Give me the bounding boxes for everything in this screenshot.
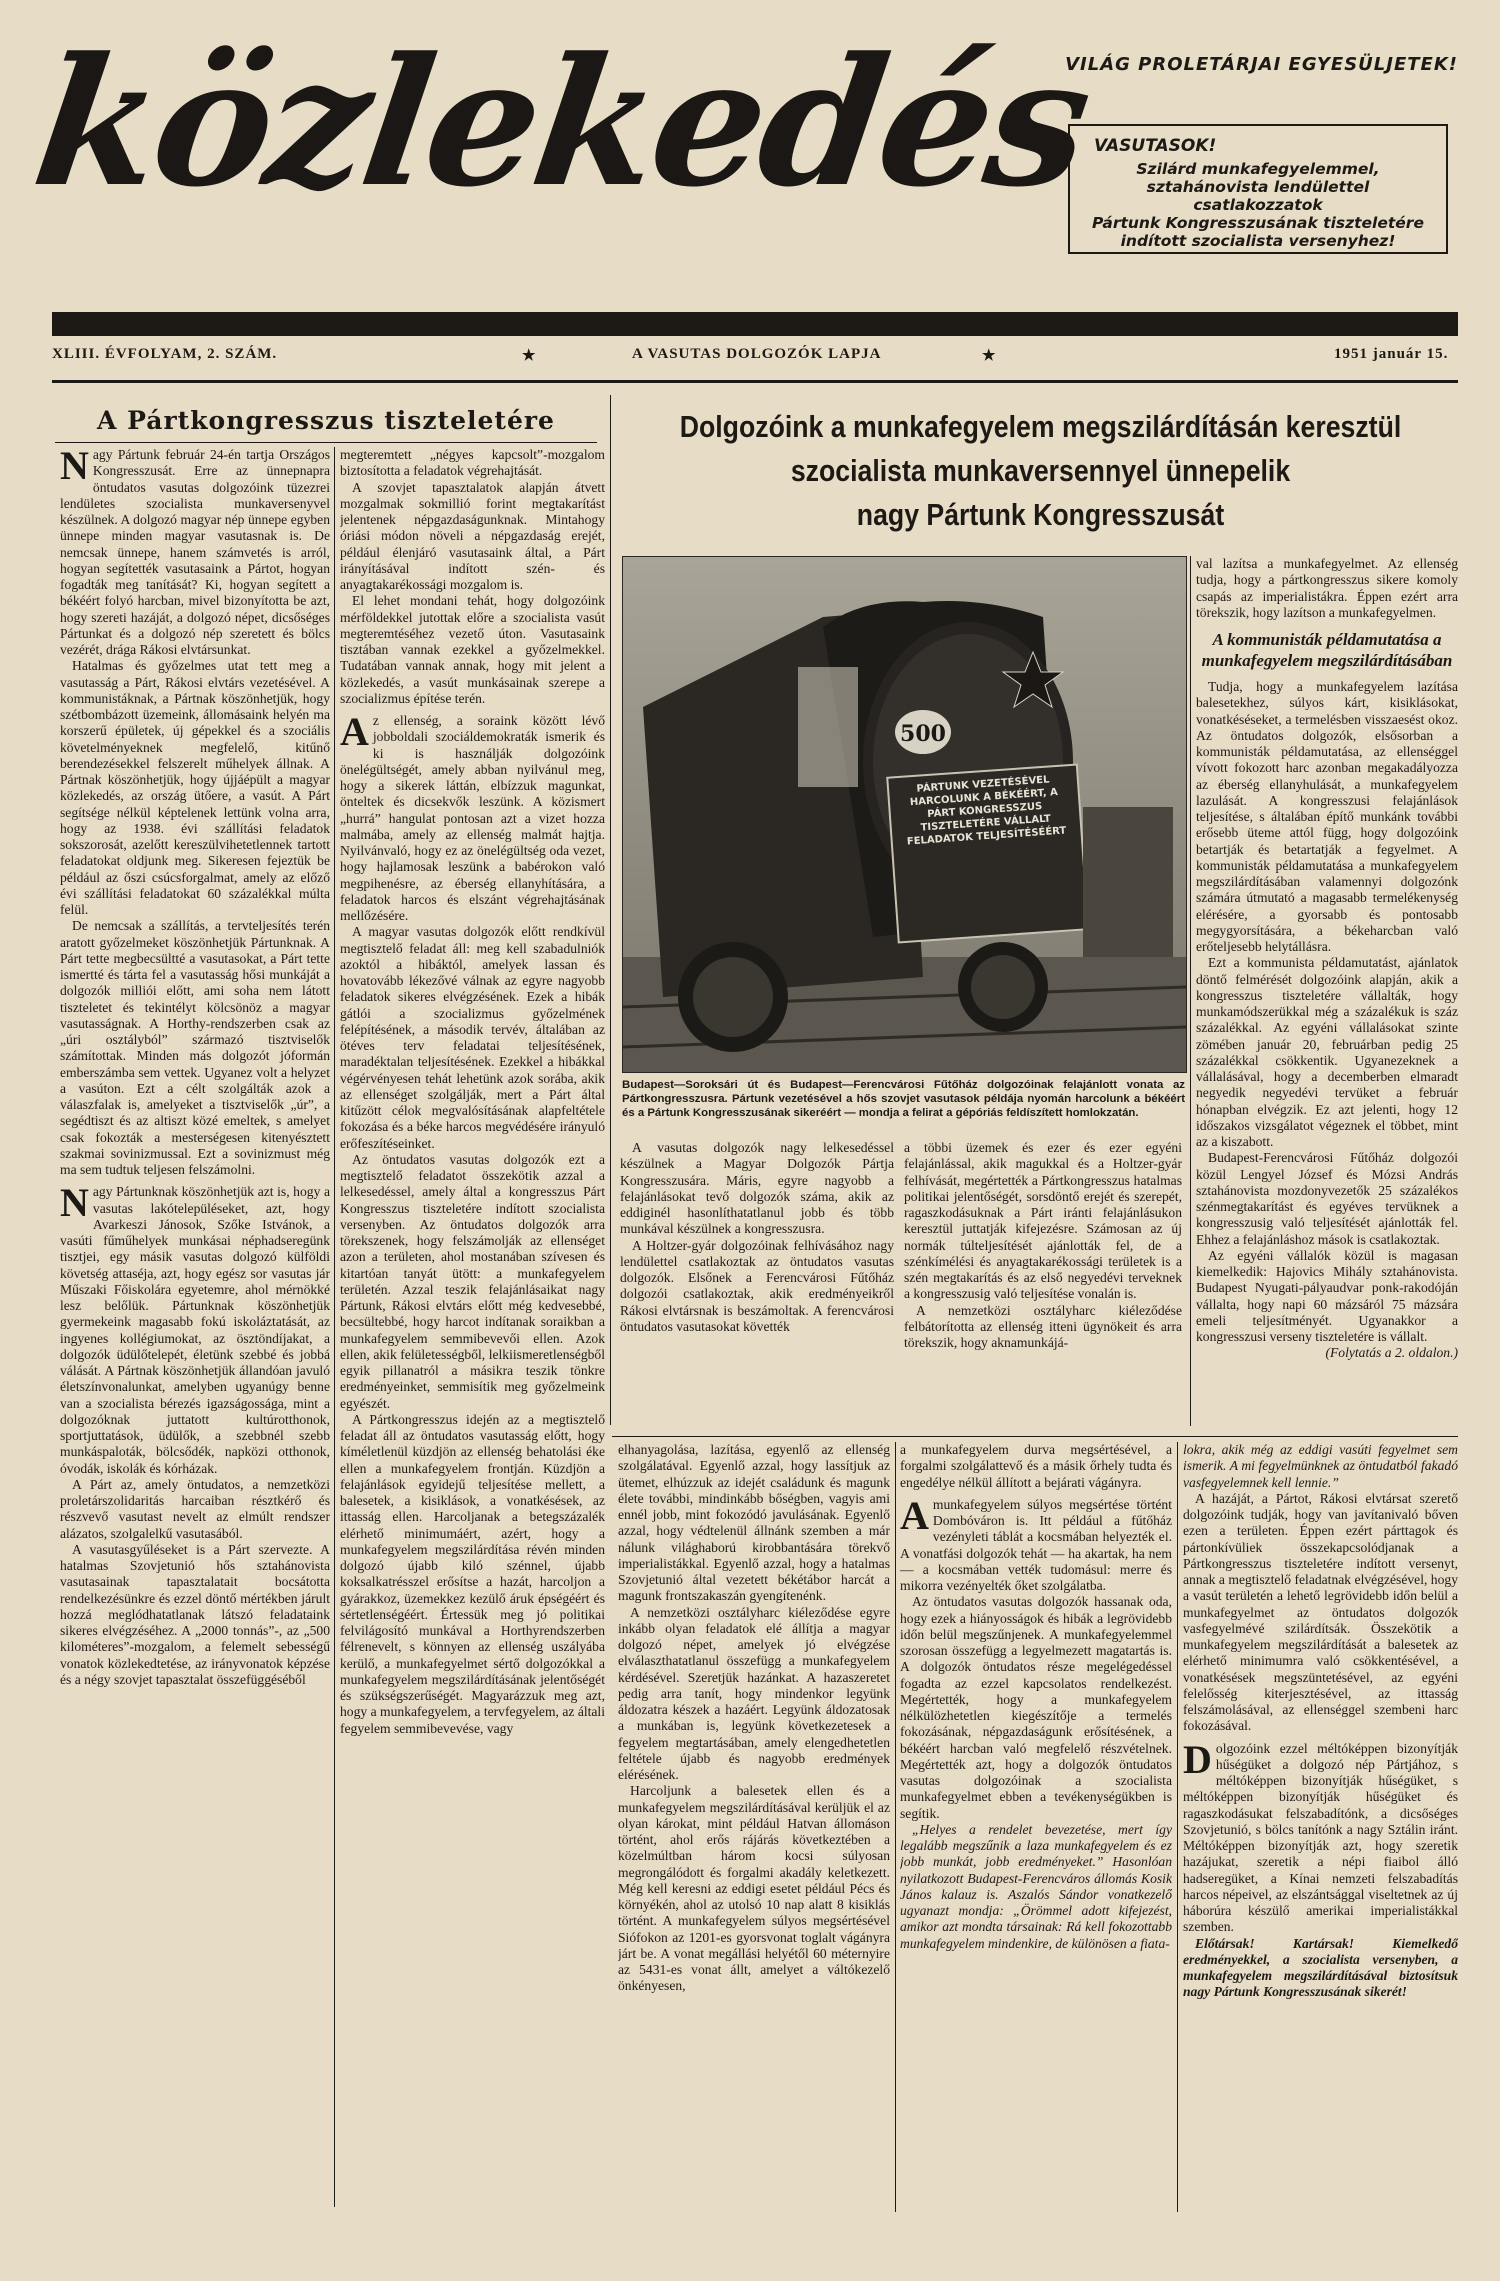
- la-c2-p5: A magyar vasutas dolgozók előtt rendkívül megtisztelő feladat áll: meg kell szabadulniók azoktól a hibáktól, amelyek lassan és hovatovább lékezővé válnak az egyre nagyobb feladatok sikeres elvégzésének. Ezek a hibák gátlói a szocializmus győzelmének felépítésének, a második tervév, általában az ötéves terv feladatai teljesítésének, maradéktalan teljesítésének. Ezekkel a hibákkal végérvényesen tehát lehetünk azok sorába, akik az ellenséget szolgálják, mert a Párt által kitűzött célok megvalósításának alapfeltétele fokozása és a béke harcos megvédésére irányuló erőfeszítéseinket.: [340, 924, 605, 1151]
- la-c2-p1: megteremtett „négyes kapcsolt”-mozgalom biztosította a feladatok végrehajtását.: [340, 447, 605, 479]
- main-col-3: [1196, 556, 1458, 1426]
- masthead-title: közlekedés: [23, 19, 1099, 226]
- photo-banner: PÁRTUNK VEZETÉSÉVEL HARCOLUNK A BÉKÉÉRT, A PÁRT KONGRESSZUS TISZTELETÉRE VÁLLALT FELADATOK TELJESÍTÉSÉÉRT: [906, 774, 1067, 848]
- dropcap-a2: A: [900, 1492, 929, 1538]
- locomotive-photo: [622, 556, 1187, 1073]
- dateline-rule: [52, 380, 1458, 383]
- star-right: ★: [982, 348, 997, 364]
- star-left: ★: [522, 348, 537, 364]
- ma-c3-p3: Ezt a kommunista példamutatást, ajánlatok döntő felmérését dolgozóink alapján, akik a kongresszus tiszteletére vállalták, hogy munkamódszerükkal még a százalékuk is száz százalékkal. Az egyéni vállalásokat szinte zömében január 20, februárban pedig 25 százalékkal csökkentik. Ugyanezeknek a vállalásával, hogy a decemberben elmaradt negyedik negyedévi tervüket a február hónapban elvégzik. Ez azt jelenti, hogy 12 időszakos vizsgálatot végeznek el többet, mint az a kiszabott.: [1196, 955, 1458, 1149]
- lower-rule: [612, 1436, 1458, 1437]
- photo-plate: 500: [900, 721, 946, 747]
- la-c2-p3: El lehet mondani tehát, hogy dolgozóink mérföldekkel jutottak előre a szocialista vasút megteremtéséhez vezető úton. Vasutasaink tisztában vannak ezekkel a győzelmekkel. Tudatában vannak annak, hogy mit jelent a közlekedés, a vasút munkásainak szerepe a szocializmus építése terén.: [340, 593, 605, 706]
- lower-divider-1: [895, 1442, 896, 2212]
- left-title-rule: [55, 442, 597, 443]
- main-headline-3: nagy Pártunk Kongresszusát: [856, 497, 1225, 532]
- lower-divider-2: [1177, 1442, 1178, 2212]
- la-c2-p7: A Pártkongresszus idején az a megtisztelő feladat áll az öntudatos vasutasság előtt, hogy kíméletlenül küzdjön az ellenség behatolási éke ellen a munkafegyelem frontján. Küzdjön a felajánlások egyidejű teljesítése mellett, a balesetek, a kisiklások, a vonatkésések, az ittasság ellen. Harcoljanak a betegszázalék elérhető minimumáért, azért, hogy a munkafegyelem megszilárdítása révén minden dolgozó újabb kiló szénnel, újabb koksalkatrésszel erősítse a hazát, harcoljon a gyárakkoz, üzemekkez kezülő áruk épségéért és sértetlenségéért. Értessük meg jó politikai felvilágosító munkával a Horthyrendszerben félrenevelt, s könnyen az ellenség uszályába kerülő, a munkafegyelmet sértő dolgozókkal a munkafegyelem megszilárdításának jelentőségét és szükségszerűségét. Magyarázzuk meg azt, hogy a munkafegyelem, a tervfegyelem, az általi fegyelem semmibevevése, vagy: [340, 1411, 605, 1736]
- date-label: 1951 január 15.: [1334, 346, 1449, 362]
- ma-c1-p1: A vasutas dolgozók nagy lelkesedéssel készülnek a Magyar Dolgozók Pártja Kongresszusára. Máris, egyre nagyobb a felajánlásokat tevő dolgozók száma, akik az eddiginél hasonlíthatatlanul jobb és több munkával készülnek a kongresszusra.: [620, 1140, 894, 1237]
- ma-c2-p1: a többi üzemek és ezer és ezer egyéni felajánlással, akik magukkal és a Holtzer-gyár felhívását, megértették a Pártkongresszus hatalmas politikai jelentőségét, sorsdöntő erejét és szerepét, ragaszkodásuknak a Párt iránti felajánlásukon keresztül juttatják kifejezésre. Számosan az új normák túlteljesítését ajánlották fel, de a szénkímélési és anyagtakarékossági területek is a szén megtakarítás és az első negyedévi terveknek a kongresszusig való teljesítése vonalán is.: [904, 1140, 1182, 1302]
- lc3-p4: Előtársak! Kartársak! Kiemelkedő eredményekkel, a szocialista versenyben, a munkafegyelem megszilárdításával biztosítsuk nagy Pártunk Kongresszusának sikerét!: [1183, 1935, 1458, 2000]
- ma-c3-subhead: A kommunisták példamutatása a munkafegyelem megszilárdításában: [1201, 630, 1453, 670]
- dropcap-n2: N: [60, 1180, 89, 1226]
- ma-c3-p2: Tudja, hogy a munkafegyelem lazítása balesetekhez, súlyos kárt, kisiklásokat, vonatkéséseket, a termelésben visszaesést okoz. Az öntudatos dolgozók, elsősorban a kommunisták példamutatása, az ellenséggel vívott fokozott harc azonban megakadályozza az éberség ellanyhulását, a munkafegyelem lazulását. A kongresszusi felajánlások teljesítése, s általában építő munkánk további erősebb üteme attól függ, hogy dolgozóink betartják és betartatják a fegyelmet. A kommunisták példamutatása a munkafegyelem megszilárdításában valamennyi dolgozónk számára útmutató a magasabb termelékenység elérésére, a gyorsabb és pontosabb megygyorsítására, a békeharcban való erőteljesebb helytállásra.: [1196, 679, 1458, 954]
- volume-label: XLIII. ÉVFOLYAM, 2. SZÁM.: [52, 346, 278, 362]
- dropcap-a1: A: [340, 709, 369, 754]
- la-c1-p6: A vasutasgyűléseket is a Párt szervezte. A hatalmas Szovjetunió hős sztahánovista vasutasainak tapasztalatait bocsátotta rendelkezésünkre és ezzel döntő mértékben járult hozzá meglódhatatlanak látszó feladataink sikeres elvégzéséhez. A „2000 tonnás”-, az „500 kilométeres”-mozgalom, a felemelt sebességű vonatok közlekedtetése, az irányvonatok képzése és a négy szovjet tapasztalat összefüggéséből: [60, 1541, 330, 1687]
- dropcap-n1: N: [60, 447, 89, 488]
- box-line-3: Pártunk Kongresszusának tiszteletére: [1092, 214, 1424, 232]
- la-c2-p6: Az öntudatos vasutas dolgozók ezt a megtisztelő feladatot összekötik azzal a lelkesedéssel, amely által a kongresszus Párt Kongresszus tiszteletére indított szocialista versenyben. Az öntudatos dolgozók arra törekszenek, hogy felszámolják az ellenséget azon a területen, ahol mostanában szívesen és kitartóan tanyát ütött: a munkafegyelem területén. Azzal teszik felajánlásaikat nagy Pártunk, Rákosi elvtárs előtt még kedvesebbé, becsültebbé, hogy harcot indítanak soraikban a munkafegyelem semmibevevői ellen. Azok ellen, akik felületességből, lelkiismeretlenségből egyik pillanatról a másikra teszik tönkre eredményeinket, semmisítik meg győzelmeink egyészét.: [340, 1151, 605, 1411]
- main-col-2: [904, 1140, 1182, 1435]
- vasutasok-box: [1068, 124, 1448, 254]
- ma-c3-p4: Budapest-Ferencvárosi Fűtőház dolgozói közül Lengyel József és Mózsi András sztahánovista mozdonyvezetők 25 százalékos szénmegtakarítást és egyéves tervüknek a kongresszusig való teljesítését ajánlották fel. Ehhez a felajánláshoz mások is csatlakoztak.: [1196, 1150, 1458, 1247]
- dropcap-d: D: [1183, 1736, 1212, 1782]
- main-col-divider: [1190, 556, 1191, 1426]
- main-headline-2: szocialista munkaversennyel ünnepelik: [790, 453, 1291, 488]
- lc2-p4: „Helyes a rendelet bevezetése, mert így legalább megszűnik a laza munkafegyelem és ez jobb munkát, jobb eredményeket.” Hasonlóan nyilatkozott Budapest-Ferencváros állomás Kosik János kalauz is. Aszalós Sándor vonatkezelő ugyanazt mondja: „Örömmel adott kifejezést, amikor azt mondta társainak: Rá kell fokozottabb munkafegyelem mindenkire, de különösen a fiata-: [900, 1821, 1172, 1951]
- la-c2-p2: A szovjet tapasztalatok alapján átvett mozgalmak sokmillió forint megtakarítást jelentenek népgazdaságunknak. Mintahogy óriási módon növeli a népgazdaság erejét, például élenjáró vasutasaink által, a Párt irányításával indított szén- és anyagtakarékossági mozgalom is.: [340, 479, 605, 592]
- box-line-1: Szilárd munkafegyelemmel,: [1136, 160, 1380, 178]
- masthead-slogan: VILÁG PROLETÁRJAI EGYESÜLJETEK!: [1065, 54, 1458, 75]
- left-article-title: A Pártkongresszus tiszteletére: [97, 406, 555, 435]
- ma-c1-p2: A Holtzer-gyár dolgozóinak felhívásához nagy lendülettel csatlakoztak az öntudatos vasutas dolgozók. Elsőnek a Ferencvárosi Fűtőház dolgozói csatlakoztak, akik eredményeikről Rákosi elvtársnak is beszámoltak. A ferencvárosi öntudatos vasutasokat követték: [620, 1237, 894, 1334]
- la-c1-p3: De nemcsak a szállítás, a tervteljesítés terén aratott győzelmeket köszönhetjük Pártunknak. A Párt tette megbecsültté a vasutasokat, a Párt tette ismertté és tárta fel a vasutasság hősi munkáját a dolgozók milliói előtt, ami soha nem látott tiszteletet és tekintélyt kölcsönöz a magyar vasutasságnak. A Horthy-rendszerben csak az „úri osztályból” származó tisztviselők számítottak. Minden más dolgozót jóformán emberszámba sem vettek. Ugyanez volt a helyzet a vasúton. Ezt a célt szolgálták azok a válaszfalak is, amelyeket a tisztviselők „úr”, a segédtiszt és az altiszt közé emeltek, s amelyet csak fokozták a mesterségesen kitenyésztett szakmai sovinizmussal. Ezt a sovinizmust még ma sem tudtuk teljesen felszámolni.: [60, 918, 330, 1177]
- lc1-p3: Harcoljunk a balesetek ellen és a munkafegyelem megszilárdításával kerüljük el az olyan károkat, mint például Hatvan állomáson történt, ahol erős rájárás következtében a közelmúltban három kocsi súlyosan megrongálódott és forgalmi akadály keletkezett. Még kell keresni az eddigi esetet például Pécs és környékén, ahol az utolsó 10 nap alatt 8 kisiklás történt. A munkafegyelem súlyos megsértésével Siófokon az 1201-es gyorsvonat toglalt vágányra járt be. A vonat megállási helyétől 60 méternyire az 5431-es vonat állt, amelyet a váltókezelő önkényesen,: [618, 1783, 890, 1994]
- la-c1-p1: agy Pártunk február 24-én tartja Országos Kongresszusát. Erre az ünnepnapra öntudatos vasutas dolgozóink tüzezrei lendületes szocialista munkaversenyvel készülnek. A dolgozó magyar nép ünnepe egyben ünnepe minden magyar vasutasnak is. De nemcsak ünnepe, hanem számvetés is arról, hogyan segítették vasutasaink a Pártot, hogyan fogadták meg tanítását? Ki, hogyan segített a békéért folyó harcban, mivel bizonyította be azt, hogy szereti hazáját, a dolgozó népet, dicsőséges Pártunkat és a dolgozó nép szeretett és bölcs vezérét, drága Rákosi elvtársunkat.: [60, 447, 330, 657]
- lc2-p3: Az öntudatos vasutas dolgozók hassanak oda, hogy ezek a hiányosságok és hibák a legrövidebb időn belül megszűnjenek. A munkafegyelemmel szorosan összefügg a legyelmezett magatartás is. A dolgozók öntudatos része megelégedéssel fogadta az ezzel kapcsolatos rendelkezést. Megértették, hogy a munkafegyelem nélkülözhetetlen kiegészítője a termelés fokozásának, népgazdaságunk erősítésének, a békéért harcban való megfelelő részvételnek. Megértették azt, hogy a dolgozók öntudatos vasutas dolgozóinak a szocialista munkafegyelmet ebben a tevékenységükben is segítik.: [900, 1594, 1172, 1821]
- la-c1-p2: Hatalmas és győzelmes utat tett meg a vasutasság a Párt, Rákosi elvtárs vezetésével. A kommunistáknak, a Pártnak köszönhetjük, hogy szétbombázott üzemeink, állomásaink helyén ma korszerű épületek, új gépekkel és a szociális követelményeknek megfelelő, kitűnő berendezésekkel felszerelt műhelyek állnak. A Pártnak köszönhetjük, hogy újjáépült a magyar közlekedés, az ország ütőere, a vasút. A Párt segítsége nélkül képtelenek lettünk volna arra, hogy az 1938. évi szállítási feladatok sokszorosát, azelőtt kereszülvihetetlennek tartott feladatokat oldjunk meg. Sikeresen fejeztük be például az őszi csúcsforgalmat, amely az előző évi szállítási feladatokat 60 százalékkal múlta felül.: [60, 658, 330, 917]
- ma-c3-continued: (Folytatás a 2. oldalon.): [1325, 1345, 1458, 1361]
- box-title: VASUTASOK!: [1094, 136, 1217, 156]
- lc2-p1: a munkafegyelem durva megsértésével, a forgalmi szolgálattevő és a másik őrhely tudta és engedélye nélkül állított a bejárati vágányra.: [900, 1442, 1172, 1490]
- ma-c2-p2: A nemzetközi osztályharc kiéleződése felbátorította az ellenség itteni ügynökeit és arra törekszik, hogy aknamunkájá-: [904, 1302, 1182, 1350]
- masthead-rule: [52, 312, 1458, 336]
- lc3-p1: lokra, akik még az eddigi vasúti fegyelmet sem ismerik. A mi fegyelmünknek az öntudatból fakadó vasfegyelemnek kell lennie.”: [1183, 1442, 1458, 1490]
- section-divider: [610, 395, 611, 1425]
- lc2-p2: munkafegyelem súlyos megsértése történt Dombóváron is. Itt például a fűtőház vezényleti táblát a kocsmában helyezték el. A vonatfási dolgozók tehát — ha akartak, ha nem — a kocsmában vették tudomásul: merre és mikorra vezényelték őket szolgálatba.: [900, 1496, 1172, 1593]
- ma-c3-p1: val lazítsa a munkafegyelmet. Az ellenség tudja, hogy a pártkongresszus sikere komoly csapás az imperialistákra. Éppen ezért arra törekszik, hogy lazítson a munkafegyelmen.: [1196, 556, 1458, 620]
- box-line-2: sztahánovista lendülettel csatlakozzatok: [1146, 178, 1370, 214]
- paper-label: A VASUTAS DOLGOZÓK LAPJA: [632, 346, 882, 362]
- main-col-1: [620, 1140, 894, 1435]
- lc1-p2: A nemzetközi osztályharc kiéleződése egyre inkább olyan feladatok elé állítja a magyar dolgozó népet, amelyek jó elvégzése elválaszthatatlanul összefügg a munkafegyelem kérdésével. Szeretjük hazánkat. A hazaszeretet pedig arra tanít, hogy mindenkor legyünk áldozatra készek a hazáért. Legyünk áldozatosak a munkában is, legyünk következetesek a fegyelem megtartásában, amely elengedhetetlen feltétele újabb és nagyobb eredmények elérésének.: [618, 1604, 890, 1782]
- lc1-p1: elhanyagolása, lazítása, egyenlő az ellenség szolgálatával. Egyenlő azzal, hogy lassítjuk az ütemet, elhúzzuk az idejét családunk és magunk élete további, mindinkább bőségben, vagyis ami ennél jobb, mint fokozódó javulásának. Egyenlő azzal, hogy védtelenül állnánk szemben a már nálunk világhaború kirobbantására törekvő imperialistákkal. Egyenlő azzal, hogy a hatalmas Szovjetunió által vezetett békétábor harcát a magunk frontszakaszán gyengítenénk.: [618, 1442, 890, 1604]
- main-headline-1: Dolgozóink a munkafegyelem megszilárdításán keresztül: [679, 409, 1402, 444]
- left-col-1: [60, 447, 330, 2207]
- lower-col-1: [618, 1442, 890, 2212]
- lc3-p2: A hazáját, a Pártot, Rákosi elvtársat szerető dolgozóink tudják, hogy van javítanivaló bőven ezen a területen. Éppen ezért párttagok és pártonkívüliek összekapcsolódjanak a Pártkongresszus tiszteletére indított versenyt, annak a megtisztelő feladatnak elvégzésével, hogy a vasút területén a lehető legrövidebb időn belül a munkafegyelmet az öntudatos dolgozók vasfegyelmévé szilárdítsák. Összekötik a munkafegyelem megszilárdítását a balesetek az elérhető minimumra való csökkentésével, a vonatkésések megszüntetésével, az egyéni felelősség kiterjesztésével, az ittasság felszámolásával, az ellenséggel szembeni harc fokozásával.: [1183, 1490, 1458, 1734]
- locomotive-illustration: [623, 557, 1186, 1072]
- photo-caption: Budapest—Soroksári út és Budapest—Ferencvárosi Fűtőház dolgozóinak felajánlott vonata az Pártkongresszusra. Pártunk vezetésével a hős szovjet vasutasok példája nyomán harcolunk a békéért és a Pártunk Kongresszusának sikeréért — mondja a felirat a gépóriás feldíszített homlokzatán.: [622, 1079, 1185, 1119]
- dateline: [52, 346, 1458, 368]
- box-line-4: indított szocialista versenyhez!: [1120, 232, 1396, 250]
- lower-col-2: [900, 1442, 1172, 2212]
- left-col-divider: [334, 447, 335, 2207]
- la-c2-p4: z ellenség, a soraink között lévő jobboldali szociáldemokraták ismerik és ki is használják dolgozóink önelégültségét, amely abban nyilvánul meg, hogy a sikerek láttán, elbízzuk magunkat, önteltek és dicsekvők leszünk. A közismert „hurrá” hangulat pontosan azt a vizet hozza malmába, amely az ellenség malmát hajtja. Nyilvánvaló, hogy ez az önelégültség oda vezet, hogy hajlamosak leszünk a babérokon való megpihenésre, az éberség ellanyhítására, a feladatok harcos és elszánt végrehajtásának mellőzésére.: [340, 713, 605, 923]
- la-c1-p5: A Párt az, amely öntudatos, a nemzetközi proletárszolidaritás harcaiban résztkérő és részvevő vasutast nevelt az elmúlt rendszer alázatos, szolgalelkű vasutasából.: [60, 1476, 330, 1541]
- left-col-2: [340, 447, 605, 2207]
- la-c1-p4: agy Pártunknak köszönhetjük azt is, hogy a vasutas lakótelepüléseket, azt, hogy Avarkeszi Jánosok, Szőke Istvánok, a vasúti fűműhelyek munkásai néphadseregünk tisztjei, egy másik vasutas dolgozó külföldi követség attaséja, azt, hogy egész sor vasutas jár Műszaki Főiskolára egyetemre, ahol mérnökké lesz belőlük. Pártunknak köszönhetjük gyermekeink magasabb fokú iskoláztatását, az ingyenes kollégiumokat, az ösztöndíjakat, a dolgozók üdülőtelepét, életünk szebbé és jobbá válását. A Pártnak köszönhetjük állandóan javuló életszínvonalunkat, amelyben ugyanúgy benne van a szocialista bérezés igazságossága, mint a dolgozóknak juttatott kultúrotthonok, sportjuttatások, üdülők, a szebbnél szebb munkáspaloták, bölcsődék, napközi otthonok, óvodák, iskolák és kórházak.: [60, 1184, 330, 1476]
- lower-col-3: [1183, 1442, 1458, 2212]
- ma-c3-p5: Az egyéni vállalók közül is magasan kiemelkedik: Hajovics Mihály sztahánovista. Budapest Nyugati-pályaudvar ponk-rakodóján vállalta, hogy napi 60 mázsáról 75 mázsára emeli teljesítményét. Ugyanakkor a kongresszusi verseny tiszteletére is vállalt.: [1196, 1247, 1458, 1344]
- lc3-p3: olgozóink ezzel méltóképpen bizonyítják hűségüket a dolgozó nép Pártjához, s méltóképpen bizonyítják hűségüket, s méltóképpen bizonyítják hűségüket és ragaszkodásukat felszabadítónk, a dicsőséges Szovjetunió, s bölcs tanítónk a nagy Sztálin iránt. Méltóképpen bizonyítják azt, hogy szeretik hazájukat, szeretik a népi fiaibol álló hadseregüket, a Kínai nemzeti felszabadítás harcos népeivel, az elszántsággal viseltetnek az új háborúra készülő amerikai imperialistákkal szemben.: [1183, 1740, 1458, 1935]
